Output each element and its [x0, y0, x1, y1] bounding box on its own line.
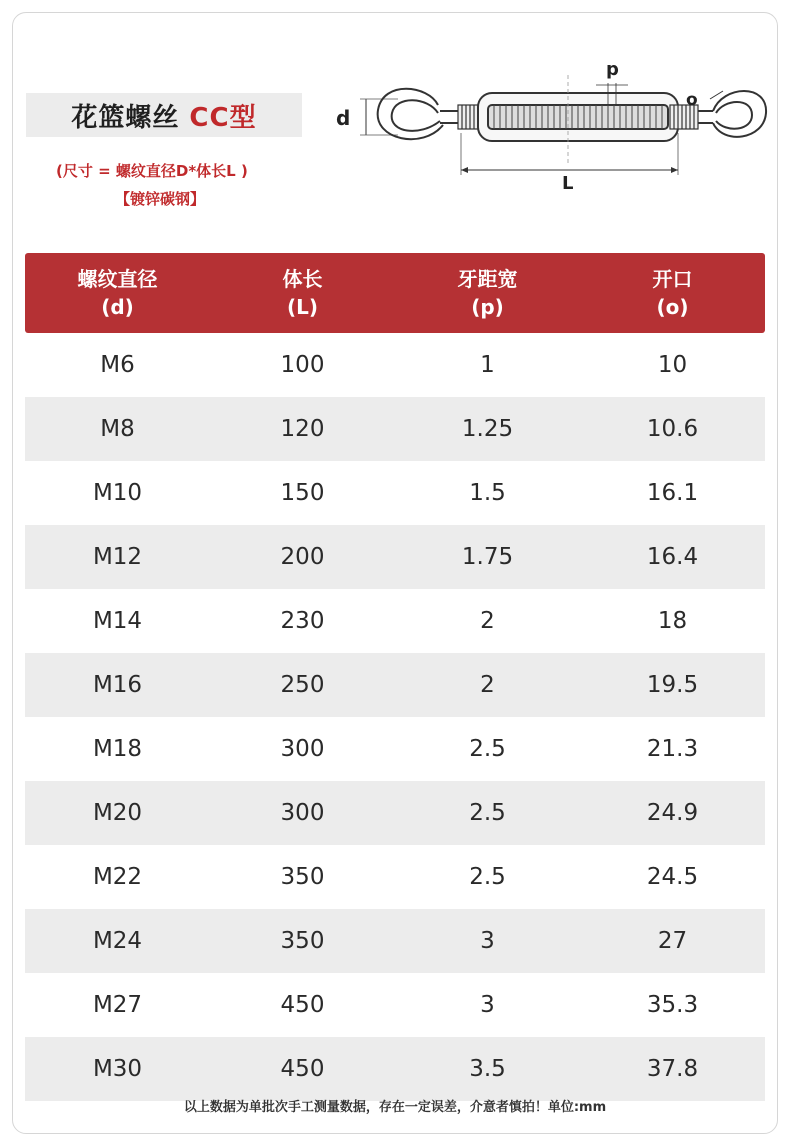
table-cell: M20 [92, 800, 143, 826]
label-o: o [686, 90, 698, 110]
table-cell: 200 [280, 544, 325, 570]
table-cell: 3 [480, 928, 495, 954]
header-diameter: 螺纹直径 (d) [77, 267, 158, 319]
table-row [25, 589, 765, 653]
product-name: 花篮螺丝 [71, 102, 180, 133]
table-cell: 120 [280, 416, 325, 442]
table-cell: 1 [480, 352, 495, 378]
table-cell: 16.1 [646, 480, 699, 506]
table-cell: 1.25 [461, 416, 514, 442]
table-cell: 2 [480, 608, 495, 634]
table-cell: 16.4 [646, 544, 699, 570]
table-cell: 24.9 [646, 800, 699, 826]
table-cell: 2.5 [469, 800, 506, 826]
table-cell: 230 [280, 608, 325, 634]
table-row [25, 717, 765, 781]
table-row [25, 845, 765, 909]
table-cell: M18 [92, 736, 143, 762]
table-cell: 150 [280, 480, 325, 506]
table-cell: 250 [280, 672, 325, 698]
label-p: p [606, 59, 619, 80]
table-cell: 300 [280, 800, 325, 826]
spec-table [25, 253, 765, 1101]
table-cell: 18 [657, 608, 688, 634]
table-cell: M30 [92, 1056, 143, 1082]
table-cell: 350 [280, 928, 325, 954]
table-row [25, 781, 765, 845]
table-cell: 450 [280, 1056, 325, 1082]
table-cell: 35.3 [646, 992, 699, 1018]
label-L: L [562, 173, 574, 194]
table-cell: 10 [657, 352, 688, 378]
table-cell: 37.8 [646, 1056, 699, 1082]
table-row [25, 461, 765, 525]
table-cell: 450 [280, 992, 325, 1018]
size-note: (尺寸 = 螺纹直径D*体长L ) [56, 162, 248, 180]
table-cell: 1.5 [469, 480, 506, 506]
table-row [25, 909, 765, 973]
table-cell: 10.6 [646, 416, 699, 442]
table-cell: 27 [657, 928, 688, 954]
table-cell: 3.5 [469, 1056, 506, 1082]
table-cell: 300 [280, 736, 325, 762]
table-cell: M8 [100, 416, 135, 442]
table-cell: M10 [92, 480, 143, 506]
table-header [25, 253, 765, 333]
table-cell: 350 [280, 864, 325, 890]
table-row [25, 397, 765, 461]
table-body [25, 333, 765, 1101]
table-cell: 2.5 [469, 864, 506, 890]
left-hook-icon [378, 89, 458, 139]
table-row [25, 1037, 765, 1101]
table-cell: M24 [92, 928, 143, 954]
table-cell: M14 [92, 608, 143, 634]
product-title [26, 93, 302, 137]
table-cell: M12 [92, 544, 143, 570]
header-pitch: 牙距宽 (p) [457, 267, 518, 319]
product-type: CC型 [189, 102, 257, 133]
material-note: 【镀锌碳钢】 [115, 190, 206, 208]
table-cell: 21.3 [646, 736, 699, 762]
right-hook-icon [698, 91, 766, 137]
table-cell: 24.5 [646, 864, 699, 890]
header-length: 体长 (L) [282, 267, 323, 319]
table-cell: 2.5 [469, 736, 506, 762]
header-opening: 开口 (o) [652, 267, 693, 319]
table-cell: M16 [92, 672, 143, 698]
footer-note: 以上数据为单批次手工测量数据，存在一定误差，介意者慎拍！单位:mm [183, 1100, 607, 1115]
table-row [25, 973, 765, 1037]
table-cell: 100 [280, 352, 325, 378]
table-cell: 3 [480, 992, 495, 1018]
table-cell: M6 [100, 352, 135, 378]
table-cell: 2 [480, 672, 495, 698]
turnbuckle-diagram [328, 55, 778, 200]
table-row [25, 333, 765, 397]
table-row [25, 525, 765, 589]
table-row [25, 653, 765, 717]
table-cell: 1.75 [461, 544, 514, 570]
label-d: d [336, 106, 351, 130]
table-cell: M22 [92, 864, 143, 890]
table-cell: M27 [92, 992, 143, 1018]
table-cell: 19.5 [646, 672, 699, 698]
